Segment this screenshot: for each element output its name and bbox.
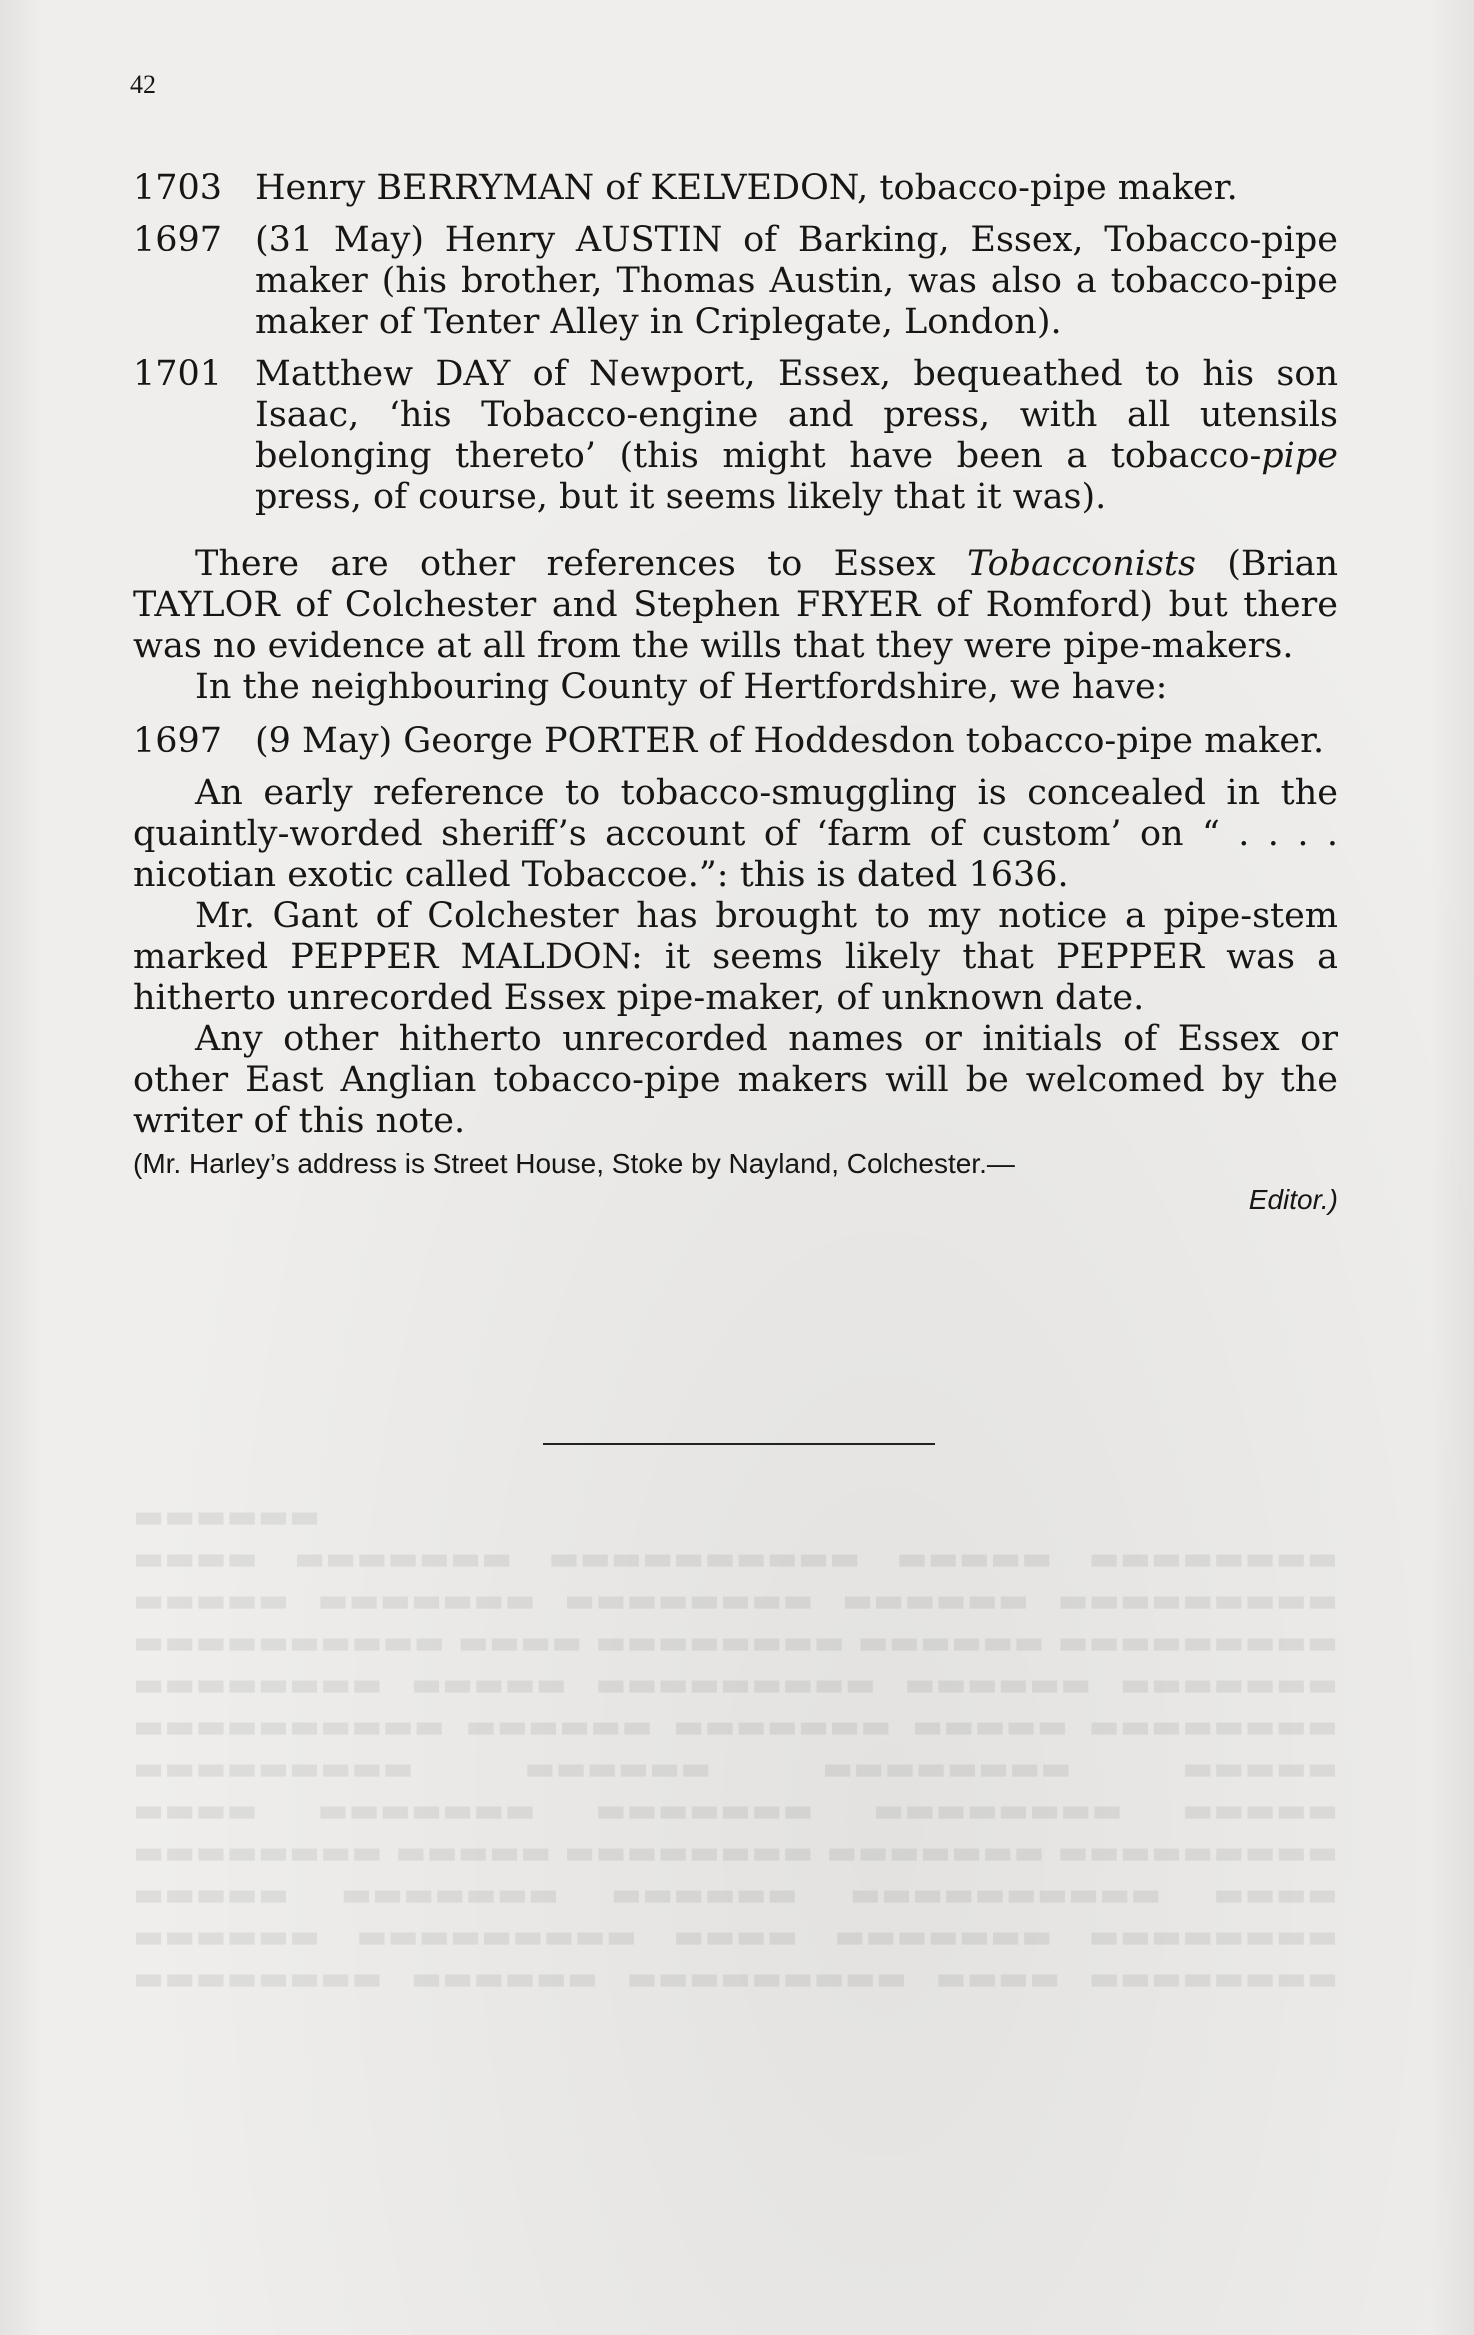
record-entry (133, 168, 1338, 209)
entry-text: Henry BERRYMAN of KELVEDON, tobacco-pipe maker. (255, 168, 1238, 208)
paragraph-tobacconists (133, 544, 1338, 667)
editor-note-signature: Editor.) (1248, 1184, 1338, 1215)
entry-year: 1697 (133, 721, 223, 761)
entry-year: 1701 (133, 354, 223, 394)
paragraph-smuggling: An early reference to tobacco-smuggling is concealed in the quaintly-worded sheriff’s account of ‘farm of custom’ on “ . . . . nicotian exotic called Tobaccoe.”: this is dated 1636. (133, 773, 1338, 895)
section-divider (543, 1443, 935, 1445)
entry-year: 1697 (133, 220, 223, 260)
article-body (133, 168, 1338, 1218)
paragraph-hertfordshire: In the neighbouring County of Hertfordshire, we have: (195, 667, 1168, 707)
entry-text (255, 354, 1338, 518)
entry-text-part: Matthew DAY of Newport, Essex, bequeathed to his son Isaac, ‘his Tobacco-engine and press, with all utensils belonging thereto’ (this might have been a tobacco- (255, 354, 1338, 476)
record-entry (133, 220, 1338, 343)
editor-note-line: (Mr. Harley’s address is Street House, Stoke by Nayland, Colchester.— (133, 1148, 1015, 1179)
entry-year: 1703 (133, 168, 223, 208)
entry-text-italic: pipe (1261, 436, 1338, 476)
paragraph-text: (Brian TAYLOR of Colchester and Stephen FRYER of Romford) but there was no evidence at all from the wills that they were pipe-makers. (133, 544, 1338, 666)
entry-text: (9 May) George PORTER of Hoddesdon tobacco-pipe maker. (255, 721, 1325, 761)
paragraph-italic: Tobacconists (966, 544, 1196, 584)
paragraph-any-other: Any other hitherto unrecorded names or initials of Essex or other East Anglian tobacco-pipe makers will be welcomed by the writer of this note. (133, 1019, 1338, 1141)
page-number: 42 (130, 70, 156, 99)
paragraph-text: There are other references to Essex (195, 544, 967, 584)
entry-text-part: press, of course, but it seems likely that it was). (255, 477, 1107, 517)
show-through-texture: ▬▬▬▬▬▬▬▬ ▬▬▬▬▬▬ ▬▬▬▬▬▬▬▬▬ ▬▬▬▬ ▬▬▬▬▬▬▬▬ ▬▬▬▬▬▬ ▬▬▬▬▬▬▬▬▬ ▬▬▬▬ ▬▬▬▬▬▬▬ ▬▬▬▬▬▬▬▬ ▬▬▬▬▬ ▬▬▬▬▬▬▬ ▬▬▬▬▬▬ ▬▬▬▬▬▬▬▬▬▬ ▬▬▬▬ ▬▬▬▬▬▬▬▬ ▬▬▬▬▬ ▬▬▬▬▬▬▬▬ ▬▬▬▬▬▬▬ ▬▬▬▬▬▬▬▬▬ ▬▬▬▬ ▬▬▬▬▬▬▬ ▬▬▬▬▬▬▬ ▬▬▬▬▬▬▬▬ ▬▬▬▬▬ ▬▬▬▬▬▬▬▬▬ ▬▬▬▬▬▬ ▬▬▬▬▬▬▬▬ ▬▬▬▬▬ ▬▬▬▬▬▬▬▬▬▬ ▬▬▬▬▬▬ ▬▬▬▬▬▬▬ ▬▬▬▬▬ ▬▬▬▬▬▬▬▬ ▬▬▬▬▬▬▬▬ ▬▬▬▬▬ ▬▬▬▬▬▬▬▬▬ ▬▬▬▬▬▬ ▬▬▬▬▬▬▬ ▬▬▬▬▬▬▬▬▬▬ ▬▬▬▬ ▬▬▬▬▬▬▬▬ ▬▬▬▬▬▬ ▬▬▬▬▬▬▬▬▬ ▬▬▬▬▬ ▬▬▬▬▬▬▬ ▬▬▬▬▬▬▬▬ ▬▬▬▬▬▬ ▬▬▬▬▬▬▬▬▬ ▬▬▬▬ ▬▬▬▬▬▬▬ ▬▬▬▬▬▬▬▬▬▬ ▬▬▬▬▬ ▬▬▬▬▬▬▬▬ ▬▬▬▬▬▬ (133, 1502, 1338, 2003)
paragraph-gant: Mr. Gant of Colchester has brought to my notice a pipe-stem marked PEPPER MALDON: it seems likely that PEPPER was a hitherto unrecorded Essex pipe-maker, of unknown date. (133, 896, 1338, 1018)
entry-text: (31 May) Henry AUSTIN of Barking, Essex, Tobacco-pipe maker (his brother, Thomas Austin, was also a tobacco-pipe maker of Tenter Alley in Criplegate, London). (255, 220, 1338, 342)
editor-note (133, 1146, 1338, 1218)
record-entry (133, 354, 1338, 518)
record-entry (133, 721, 1338, 762)
